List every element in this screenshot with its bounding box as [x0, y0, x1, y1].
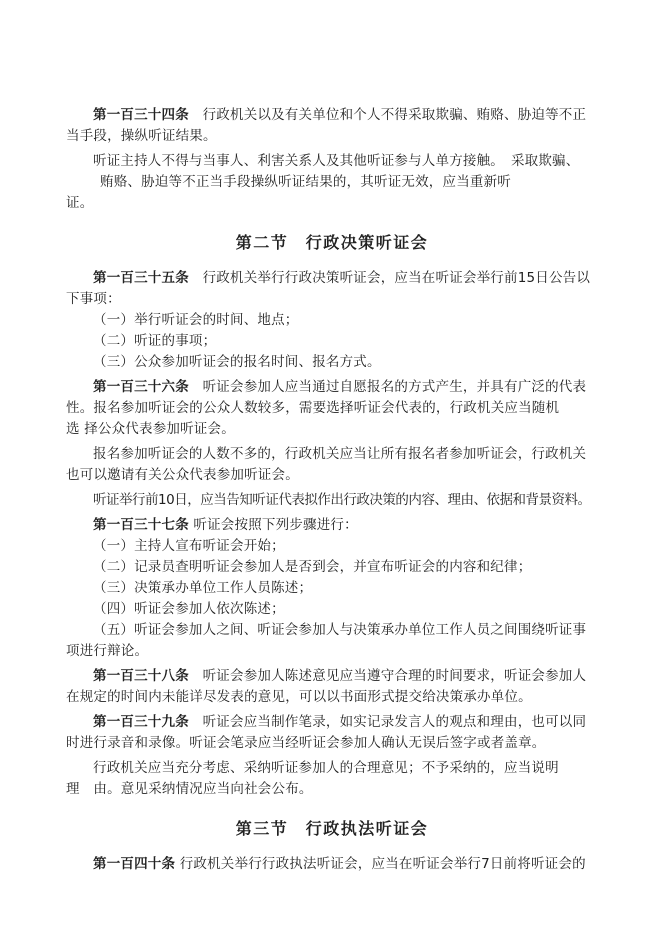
text-run: （一）举行听证会的时间、地点；: [93, 312, 299, 328]
text-run: （二）记录员查明听证会参加人是否到会，并宣布听证会的内容和纪律；: [93, 559, 532, 575]
paragraph: [66, 515, 598, 662]
text-run: （三）公众参加听证会的报名时间、报名方式。: [93, 354, 381, 370]
text-line: [66, 352, 598, 373]
text-line: [66, 310, 598, 331]
text-run: 选 择公众代表参加听证会。: [66, 421, 235, 437]
text-run: 下事项：: [66, 291, 121, 307]
text-run: 当手段，操纵听证结果。: [66, 128, 217, 144]
text-line: [66, 578, 598, 599]
paragraph: [66, 105, 598, 147]
text-run: 时进行录音和录像。听证会笔录应当经听证会参加人确认无误后签字或者盖章。: [66, 735, 546, 751]
section-heading: 第三节 行政执法听证会: [235, 819, 429, 838]
text-line: [66, 444, 598, 465]
text-line: [66, 465, 598, 486]
text-line: [66, 377, 598, 398]
text-run: 听证举行前10日，应当告知听证代表拟作出行政决策的内容、理由、依据和背景资料。: [93, 492, 591, 508]
text-run: （三）决策承办单位工作人员陈述；: [93, 580, 313, 596]
text-run: 也可以邀请有关公众代表参加听证会。: [66, 467, 299, 483]
paragraph: [66, 490, 598, 511]
text-line: [66, 126, 598, 147]
paragraph: [66, 151, 598, 214]
article-number: 第一百三十六条: [93, 379, 189, 395]
text-run: 听证会按照下列步骤进行：: [188, 517, 358, 533]
article-number: 第一百三十九条: [93, 714, 189, 730]
text-line: [66, 105, 598, 126]
text-line: [66, 289, 598, 310]
text-run: 性。报名参加听证会的公众人数较多，需要选择听证会代表的，行政机关应当随机: [66, 400, 560, 416]
text-run: （五）听证会参加人之间、听证会参加人与决策承办单位工作人员之间围绕听证事: [93, 622, 587, 638]
text-line: [66, 193, 598, 214]
text-run: 听证会参加人陈述意见应当遵守合理的时间要求，听证会参加人: [188, 668, 587, 684]
text-line: [66, 536, 598, 557]
text-line: [66, 419, 598, 440]
article-number: 第一百四十条: [93, 856, 176, 872]
article-number: 第一百三十四条: [93, 107, 189, 123]
text-run: 项进行辩论。: [66, 643, 149, 659]
text-line: [66, 687, 598, 708]
text-line: [66, 172, 598, 193]
text-run: （二）听证的事项；: [93, 333, 217, 349]
text-run: （四）听证会参加人依次陈述；: [93, 601, 285, 617]
document-content: [66, 105, 598, 875]
text-line: [66, 641, 598, 662]
text-line: [66, 331, 598, 352]
text-line: [66, 557, 598, 578]
text-run: 行政机关应当充分考虑、采纳听证参加人的合理意见；不予采纳的，应当说明: [93, 760, 559, 776]
paragraph: [66, 377, 598, 440]
paragraph: [66, 712, 598, 754]
text-line: [66, 758, 598, 779]
text-run: 报名参加听证会的人数不多的，行政机关应当让所有报名者参加听证会，行政机关: [93, 446, 587, 462]
text-run: 贿赂、胁迫等不正当手段操纵听证结果的，其听证无效，应当重新听: [100, 174, 511, 190]
text-line: [66, 620, 598, 641]
article-number: 第一百三十八条: [93, 668, 189, 684]
text-line: [66, 712, 598, 733]
section-heading: 第二节 行政决策听证会: [235, 233, 429, 252]
article-number: 第一百三十七条: [93, 517, 189, 533]
text-run: 听证主持人不得与当事人、利害关系人及其他听证参与人单方接触。 采取欺骗、: [93, 153, 580, 169]
paragraph: [66, 854, 598, 875]
paragraph: [66, 666, 598, 708]
text-line: [66, 666, 598, 687]
text-run: 行政机关举行行政执法听证会，应当在听证会举行7日前将听证会的: [175, 856, 586, 872]
paragraph: [66, 444, 598, 486]
text-line: [66, 490, 598, 511]
text-run: 听证会参加人应当通过自愿报名的方式产生，并具有广泛的代表: [188, 379, 587, 395]
paragraph: [66, 758, 598, 800]
text-run: 证。: [66, 195, 94, 211]
text-run: 听证会应当制作笔录，如实记录发言人的观点和理由，也可以同: [188, 714, 587, 730]
paragraph: [66, 268, 598, 373]
text-line: [66, 599, 598, 620]
text-run: 在规定的时间内未能详尽发表的意见，可以以书面形式提交给决策承办单位。: [66, 689, 532, 705]
text-line: [66, 268, 598, 289]
text-line: [66, 398, 598, 419]
text-line: [66, 779, 598, 800]
text-line: [66, 151, 598, 172]
article-number: 第一百三十五条: [93, 270, 189, 286]
text-line: [66, 515, 598, 536]
text-line: [66, 854, 598, 875]
text-run: （一）主持人宣布听证会开始；: [93, 538, 285, 554]
text-run: 理 由。意见采纳情况应当向社会公布。: [66, 781, 313, 797]
text-line: [66, 733, 598, 754]
text-run: 行政机关以及有关单位和个人不得采取欺骗、贿赂、胁迫等不正: [188, 107, 587, 123]
text-run: 行政机关举行行政决策听证会，应当在听证会举行前15日公告以: [188, 270, 591, 286]
